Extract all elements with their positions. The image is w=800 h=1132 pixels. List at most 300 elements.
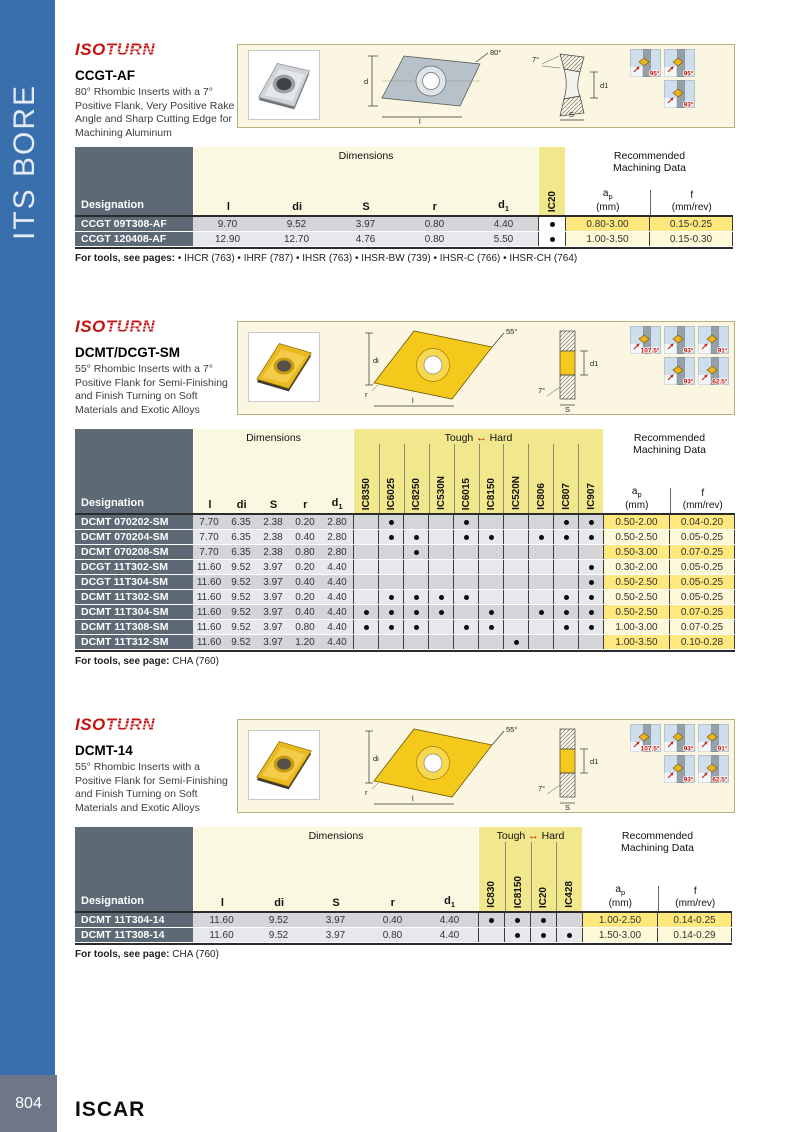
grade-cell: [528, 545, 553, 559]
grade-dot: [515, 933, 520, 938]
grade-cell: [528, 605, 553, 619]
grade-cell: [353, 545, 378, 559]
application-angle-label: 93°: [683, 347, 694, 354]
grade-dot: [589, 535, 594, 540]
grade-cell: [578, 635, 603, 649]
grade-cell: [578, 560, 603, 574]
dimensions-group-header: [193, 827, 478, 911]
grade-cell: [353, 605, 378, 619]
dim-cell: 4.76: [331, 232, 400, 246]
grade-cell: [503, 575, 528, 589]
designation-cell: DCMT 11T304-14: [75, 913, 193, 927]
grade-cell: [378, 575, 403, 589]
grade-cell: [403, 590, 428, 604]
grade-cell: [378, 590, 403, 604]
grade-dot: [464, 520, 469, 525]
table-row: [75, 605, 735, 620]
dim-cell: 2.80: [321, 515, 353, 529]
grade-name: IC6015: [461, 477, 473, 510]
grade-cell: [503, 560, 528, 574]
designation-cell: DCMT 070202-SM: [75, 515, 193, 529]
f-cell: 0.07-0.25: [669, 545, 735, 559]
logo-iso: ISO: [75, 715, 106, 734]
tool-application-icon: [664, 755, 695, 783]
tool-application-icon: [698, 724, 729, 752]
grade-cell: [428, 590, 453, 604]
dim-cell: 9.52: [250, 913, 307, 927]
ap-cell: 0.50-2.50: [603, 530, 669, 544]
grade-cell: [528, 635, 553, 649]
dim-cell: 3.97: [257, 605, 289, 619]
dim-column-header: S: [269, 499, 278, 511]
grade-cell: [504, 928, 530, 942]
machining-data-title: Recommended Machining Data: [633, 432, 706, 457]
grade-cell: [478, 913, 504, 927]
grade-cell: [478, 620, 503, 634]
dim-label-l: l: [412, 396, 414, 405]
table-row: [75, 530, 735, 545]
tools-pages-label: For tools, see page:: [75, 949, 173, 960]
application-angle-label: 95°: [649, 70, 660, 77]
tough-hard-label: [354, 429, 603, 444]
grade-cell: [353, 560, 378, 574]
dim-cell: 2.38: [257, 515, 289, 529]
grade-dot: [439, 595, 444, 600]
section-dcmt-14: [75, 715, 737, 960]
grade-column-header: [539, 147, 565, 215]
section-intro: [75, 715, 240, 816]
application-angle-label: 93°: [683, 745, 694, 752]
dim-cell: 5.50: [469, 232, 538, 246]
table-row: [75, 635, 735, 650]
dim-cell: 4.40: [321, 605, 353, 619]
grade-cell: [478, 575, 503, 589]
table-row: [75, 217, 733, 232]
dim-cell: 4.40: [469, 217, 538, 231]
page-number: 804: [15, 1094, 42, 1112]
tools-footer: [75, 949, 737, 960]
dim-label-l: l: [412, 794, 414, 803]
grade-dot: [489, 610, 494, 615]
grade-cell: [530, 913, 556, 927]
isoturn-logo: [75, 715, 240, 735]
dim-cell: 7.70: [193, 530, 225, 544]
grade-cell: [528, 515, 553, 529]
table-row: [75, 575, 735, 590]
machining-group-header: [565, 147, 733, 215]
designation-column-header: Designation: [75, 827, 193, 911]
side-dim-label: d1: [600, 81, 609, 90]
grade-cell: [378, 515, 403, 529]
dim-cell: 0.80: [364, 928, 421, 942]
insert-side-drawing: [526, 323, 608, 413]
grade-cell: [478, 590, 503, 604]
grade-cell: [353, 515, 378, 529]
grade-dot: [389, 625, 394, 630]
tool-application-icon: [664, 80, 695, 108]
grade-dot: [564, 610, 569, 615]
f-cell: 0.15-0.30: [649, 232, 733, 246]
dim-column-header: $d_1$: [498, 198, 510, 213]
grade-name: IC428: [564, 881, 576, 908]
side-angle-label: 7°: [532, 55, 540, 64]
dim-cell: 0.40: [364, 913, 421, 927]
application-angle-label: 95°: [683, 70, 694, 77]
grade-cell: [403, 560, 428, 574]
tools-footer: [75, 253, 737, 264]
tool-application-icon: [664, 357, 695, 385]
dim-label-l: l: [419, 117, 421, 126]
angle-label-80: 80°: [490, 48, 502, 57]
dim-cell: 2.80: [321, 545, 353, 559]
table-header: [75, 429, 735, 515]
section-description: 80° Rhombic Inserts with a 7° Positive Flank, Very Positive Rake Angle and Sharp Cutting Edge for Machining Aluminum: [75, 86, 235, 139]
grade-name: IC8250: [411, 477, 423, 510]
side-width-label: S: [569, 110, 575, 119]
designation-cell: DCGT 11T302-SM: [75, 560, 193, 574]
dim-cell: 3.97: [257, 560, 289, 574]
grade-cell: [353, 575, 378, 589]
insert-photo: [248, 50, 320, 120]
grade-cell: [478, 928, 504, 942]
f-cell: 0.14-0.29: [657, 928, 732, 942]
grade-cell: [553, 575, 578, 589]
brand-logo: ISCAR: [75, 1098, 146, 1121]
tough-hard-arrow: ↔: [473, 432, 490, 444]
dim-cell: 9.52: [225, 620, 257, 634]
section-description: 55° Rhombic Inserts with a 7° Positive Flank for Semi-Finishing and Finish Turning on Soft Materials and Exotic Alloys: [75, 363, 228, 416]
dim-cell: 2.38: [257, 545, 289, 559]
dim-column-header: $d_1$: [331, 496, 343, 511]
table-header: [75, 147, 733, 217]
f-cell: 0.05-0.25: [669, 590, 735, 604]
dim-cell: 4.40: [321, 560, 353, 574]
corner-r-label: r: [365, 390, 368, 399]
tool-application-icon: [698, 326, 729, 354]
tools-pages-label: For tools, see pages:: [75, 253, 178, 264]
dim-cell: 4.40: [321, 635, 353, 649]
grade-dot: [414, 595, 419, 600]
tough-label: Tough: [444, 432, 474, 444]
grade-cell: [453, 620, 478, 634]
ap-cell: 0.30-2.00: [603, 560, 669, 574]
grade-dot: [589, 580, 594, 585]
grade-name: IC806: [535, 483, 547, 510]
side-tab: [0, 0, 55, 1075]
side-angle-label: 7°: [538, 784, 546, 793]
dim-cell: 7.70: [193, 545, 225, 559]
grade-cell: [403, 635, 428, 649]
dim-cell: 12.90: [193, 232, 262, 246]
dim-cell: 4.40: [421, 913, 478, 927]
page-content: [75, 0, 737, 960]
ap-cell: 1.00-2.50: [582, 913, 657, 927]
grade-cell: [378, 545, 403, 559]
grade-cell: [528, 530, 553, 544]
dim-column-header: l: [208, 499, 212, 511]
grade-cell: [478, 605, 503, 619]
grade-column-header: [429, 444, 454, 513]
f-column-header: f (mm/rev): [670, 488, 736, 513]
grade-cell: [578, 620, 603, 634]
grade-cell: [553, 530, 578, 544]
grade-cell: [453, 560, 478, 574]
dim-cell: 9.52: [225, 635, 257, 649]
tool-application-icon: [698, 755, 729, 783]
dim-cell: 0.80: [400, 232, 469, 246]
grade-dot: [489, 535, 494, 540]
designation-cell: DCGT 11T304-SM: [75, 575, 193, 589]
grade-dot: [464, 535, 469, 540]
dim-cell: 3.97: [257, 620, 289, 634]
diagram-panel: [237, 321, 735, 415]
ap-cell: 0.50-2.50: [603, 575, 669, 589]
corner-r-label: r: [365, 788, 368, 797]
dim-cell: 9.52: [250, 928, 307, 942]
grade-dot: [439, 610, 444, 615]
dim-column-header: di: [274, 897, 285, 909]
grade-dot: [414, 610, 419, 615]
grades-group-header: [478, 827, 582, 911]
grade-cell: [504, 913, 530, 927]
insert-side-drawing: [526, 721, 608, 811]
grade-cell: [353, 590, 378, 604]
dim-column-header: r: [303, 499, 308, 511]
machining-group-header: [582, 827, 732, 911]
table-header: [75, 827, 732, 913]
inserts-table: [75, 147, 733, 249]
grade-cell: [553, 635, 578, 649]
grade-cell: [503, 530, 528, 544]
grade-name: IC830: [486, 881, 498, 908]
grade-cell: [403, 545, 428, 559]
grade-dot: [541, 918, 546, 923]
tools-pages-list: CHA (760): [172, 656, 219, 667]
grade-dot: [564, 520, 569, 525]
dim-cell: 3.97: [257, 635, 289, 649]
grade-cell: [428, 635, 453, 649]
f-cell: 0.14-0.25: [657, 913, 732, 927]
grade-cell: [553, 515, 578, 529]
dim-cell: 9.52: [225, 590, 257, 604]
ap-column-header: $a_p$ (mm): [608, 883, 632, 909]
dim-column-header: r: [432, 201, 437, 213]
dim-column-header: di: [292, 201, 303, 213]
grade-dot: [389, 595, 394, 600]
grade-column-header: [531, 842, 557, 911]
f-column-header: f (mm/rev): [650, 190, 734, 215]
angle-label-55: 55°: [506, 725, 518, 734]
ap-cell: 1.00-3.50: [565, 232, 649, 246]
grade-cell: [503, 545, 528, 559]
insert-top-drawing: [364, 323, 524, 413]
inserts-table: [75, 429, 735, 652]
grade-cell: [528, 560, 553, 574]
grade-dot: [550, 222, 555, 227]
dim-cell: 12.70: [262, 232, 331, 246]
designation-column-header: Designation: [75, 429, 193, 513]
tough-hard-arrow: ↔: [525, 830, 542, 842]
section-dcmt-dcgt-sm: [75, 317, 737, 667]
tool-application-icon: [630, 326, 661, 354]
dim-cell: 0.20: [289, 560, 321, 574]
grade-column-header: [479, 444, 504, 513]
table-row: [75, 928, 732, 943]
grade-cell: [403, 605, 428, 619]
grade-name: IC530N: [436, 476, 448, 510]
dim-cell: 4.40: [321, 575, 353, 589]
dim-cell: 0.80: [400, 217, 469, 231]
grade-column-header: [354, 444, 379, 513]
grade-cell: [553, 560, 578, 574]
dim-cell: 0.40: [289, 530, 321, 544]
grade-cell: [378, 620, 403, 634]
hard-label: Hard: [541, 830, 565, 842]
dimensions-title: Dimensions: [308, 830, 364, 842]
designation-cell: DCMT 11T304-SM: [75, 605, 193, 619]
designation-cell: DCMT 11T308-SM: [75, 620, 193, 634]
dim-column-header: l: [226, 201, 230, 213]
f-cell: 0.05-0.25: [669, 575, 735, 589]
grade-dot: [539, 535, 544, 540]
grade-cell: [478, 560, 503, 574]
grade-cell: [503, 620, 528, 634]
logo-iso: ISO: [75, 317, 106, 336]
dim-label-di: di: [373, 754, 379, 763]
insert-photo-image: [251, 336, 317, 398]
insert-top-drawing: [364, 721, 524, 811]
grade-cell: [556, 913, 582, 927]
dim-cell: 0.20: [289, 515, 321, 529]
dim-column-header: di: [236, 499, 247, 511]
grade-column-header: [379, 444, 404, 513]
tool-application-icon: [630, 49, 661, 77]
f-cell: 0.15-0.25: [649, 217, 733, 231]
grade-cell: [503, 635, 528, 649]
dim-cell: 0.20: [289, 590, 321, 604]
dim-cell: 11.60: [193, 928, 250, 942]
insert-photo: [248, 332, 320, 402]
dim-cell: 3.97: [257, 590, 289, 604]
tough-label: Tough: [496, 830, 526, 842]
dim-cell: 6.35: [225, 545, 257, 559]
grade-cell: [403, 515, 428, 529]
section-title: CCGT-AF: [75, 68, 135, 83]
dim-cell: 2.38: [257, 530, 289, 544]
diagram-panel: [237, 44, 735, 128]
dim-cell: 11.60: [193, 913, 250, 927]
grade-dot: [364, 625, 369, 630]
designation-cell: DCMT 11T308-14: [75, 928, 193, 942]
grade-dot: [389, 610, 394, 615]
section-intro: [75, 317, 240, 418]
tools-pages-list: CHA (760): [172, 949, 219, 960]
grade-cell: [428, 530, 453, 544]
dim-cell: 11.60: [193, 635, 225, 649]
grade-dot: [589, 625, 594, 630]
grade-cell: [378, 605, 403, 619]
dimensions-group-header: [193, 147, 538, 215]
dim-cell: 6.35: [225, 515, 257, 529]
grade-dot: [564, 625, 569, 630]
grade-cell: [353, 635, 378, 649]
grade-column-header: [505, 842, 531, 911]
grade-cell: [453, 515, 478, 529]
table-row: [75, 590, 735, 605]
section-intro: [75, 40, 240, 141]
table-row: [75, 232, 733, 247]
logo-turn: TURN: [105, 317, 156, 336]
ap-cell: 1.00-3.50: [603, 635, 669, 649]
grade-cell: [428, 560, 453, 574]
grades-group-header: [353, 429, 603, 513]
grade-dot: [567, 933, 572, 938]
grade-column-header: [479, 842, 505, 911]
ap-cell: 1.50-3.00: [582, 928, 657, 942]
dim-column-header: r: [390, 897, 395, 909]
grade-column-header: [404, 444, 429, 513]
designation-column-header: Designation: [75, 147, 193, 215]
tough-hard-label: [479, 827, 582, 842]
grade-name: IC520N: [510, 476, 522, 510]
grade-cell: [578, 515, 603, 529]
grade-cell: [578, 605, 603, 619]
grade-cell: [578, 590, 603, 604]
grades-group-header: [538, 147, 565, 215]
grade-column-header: [528, 444, 553, 513]
grade-name: IC807: [560, 483, 572, 510]
dim-cell: 0.80: [289, 620, 321, 634]
grade-cell: [478, 635, 503, 649]
application-angle-label: 91°: [717, 347, 728, 354]
grade-dot: [364, 610, 369, 615]
grade-cell: [453, 605, 478, 619]
grade-column-header: [454, 444, 479, 513]
grade-cell: [556, 928, 582, 942]
machining-data-title: Recommended Machining Data: [613, 150, 686, 175]
dim-cell: 0.80: [289, 545, 321, 559]
dim-label-di: di: [373, 356, 379, 365]
section-title: DCMT/DCGT-SM: [75, 345, 180, 360]
dim-cell: 2.80: [321, 530, 353, 544]
grade-cell: [553, 545, 578, 559]
grade-dot: [515, 918, 520, 923]
grade-cell: [553, 605, 578, 619]
tool-application-icon: [664, 724, 695, 752]
grade-dot: [564, 535, 569, 540]
dim-cell: 3.97: [307, 928, 364, 942]
grade-dot: [489, 918, 494, 923]
grade-column-header: [578, 444, 603, 513]
insert-side-drawing: [526, 46, 618, 126]
grade-cell: [353, 620, 378, 634]
f-cell: 0.07-0.25: [669, 605, 735, 619]
grade-dot: [550, 237, 555, 242]
grade-dot: [564, 595, 569, 600]
isoturn-logo: [75, 317, 240, 337]
grade-name: IC8150: [512, 875, 524, 908]
insert-photo-image: [251, 54, 317, 116]
grade-name: IC8150: [485, 477, 497, 510]
grade-cell: [428, 545, 453, 559]
insert-photo: [248, 730, 320, 800]
application-angle-label: 107.5°: [640, 347, 660, 354]
grade-cell: [453, 530, 478, 544]
grade-cell: [378, 635, 403, 649]
application-angle-label: 91°: [717, 745, 728, 752]
dim-cell: 11.60: [193, 590, 225, 604]
grade-dot: [414, 625, 419, 630]
